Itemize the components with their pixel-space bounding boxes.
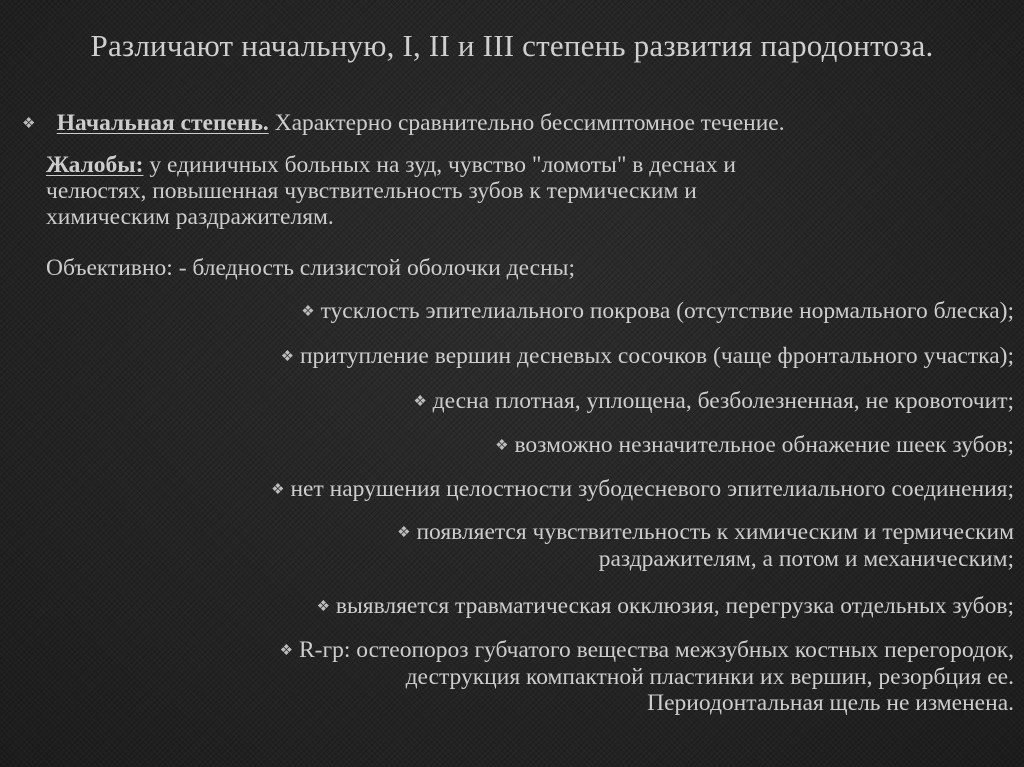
diamond-bullet-icon: ❖ [280,349,295,365]
complaints-paragraph [46,152,736,230]
diamond-bullet-icon: ❖ [301,304,315,320]
list-item-text: притупление вершин десневых сосочков (чаще фронтального участка); [299,343,1014,369]
diamond-bullet-icon: ❖ [279,643,294,659]
objective-line: Объективно: - бледность слизистой оболочки десны; [46,255,575,281]
list-item-text: деструкция компактной пластинки их вершин, резорбция ее. [405,664,1014,690]
list-item-text: возможно незначительное обнажение шеек зубов; [514,432,1014,458]
complaints-line-3: химическим раздражителям. [46,204,334,230]
intro-heading-line [22,110,785,137]
list-item [301,298,1014,325]
diamond-bullet-icon: ❖ [397,525,411,541]
list-item-text: тусклость эпителиального покрова (отсутствие нормального блеска); [320,298,1014,324]
list-item [397,519,1014,572]
list-item [271,476,1014,503]
list-item-text: раздражителям, а потом и механическим; [598,546,1014,572]
list-item-text: Периодонтальная щель не изменена. [647,690,1014,716]
complaints-label: Жалобы: [46,152,144,178]
list-item-text: десна плотная, уплощена, безболезненная, не кровоточит; [432,388,1014,414]
diamond-bullet-icon: ❖ [413,394,427,410]
list-item-text: выявляется травматическая окклюзия, перегрузка отдельных зубов; [335,593,1014,619]
complaints-line-1: у единичных больных на зуд, чувство "ломоты" в деснах и [143,152,736,178]
list-item [280,343,1014,370]
list-item [279,637,1014,716]
diamond-bullet-icon: ❖ [22,116,36,132]
list-item [495,432,1014,459]
list-item-text: R-гр: остеопороз губчатого вещества межзубных костных перегородок, [298,637,1014,663]
initial-stage-text: Характерно сравнительно бессимптомное течение. [268,110,785,136]
slide-title: Различают начальную, I, II и III степень развития пародонтоза. [90,28,934,63]
list-item-text: нет нарушения целостности зубодесневого эпителиального соединения; [290,476,1014,502]
list-item [413,388,1014,415]
list-item [316,593,1014,620]
initial-stage-label: Начальная степень. [56,110,269,136]
list-item-text: появляется чувствительность к химическим и термическим [416,519,1014,545]
diamond-bullet-icon: ❖ [271,482,285,498]
diamond-bullet-icon: ❖ [495,438,509,454]
complaints-line-2: челюстях, повышенная чувствительность зубов к термическим и [46,178,697,204]
diamond-bullet-icon: ❖ [316,599,331,615]
